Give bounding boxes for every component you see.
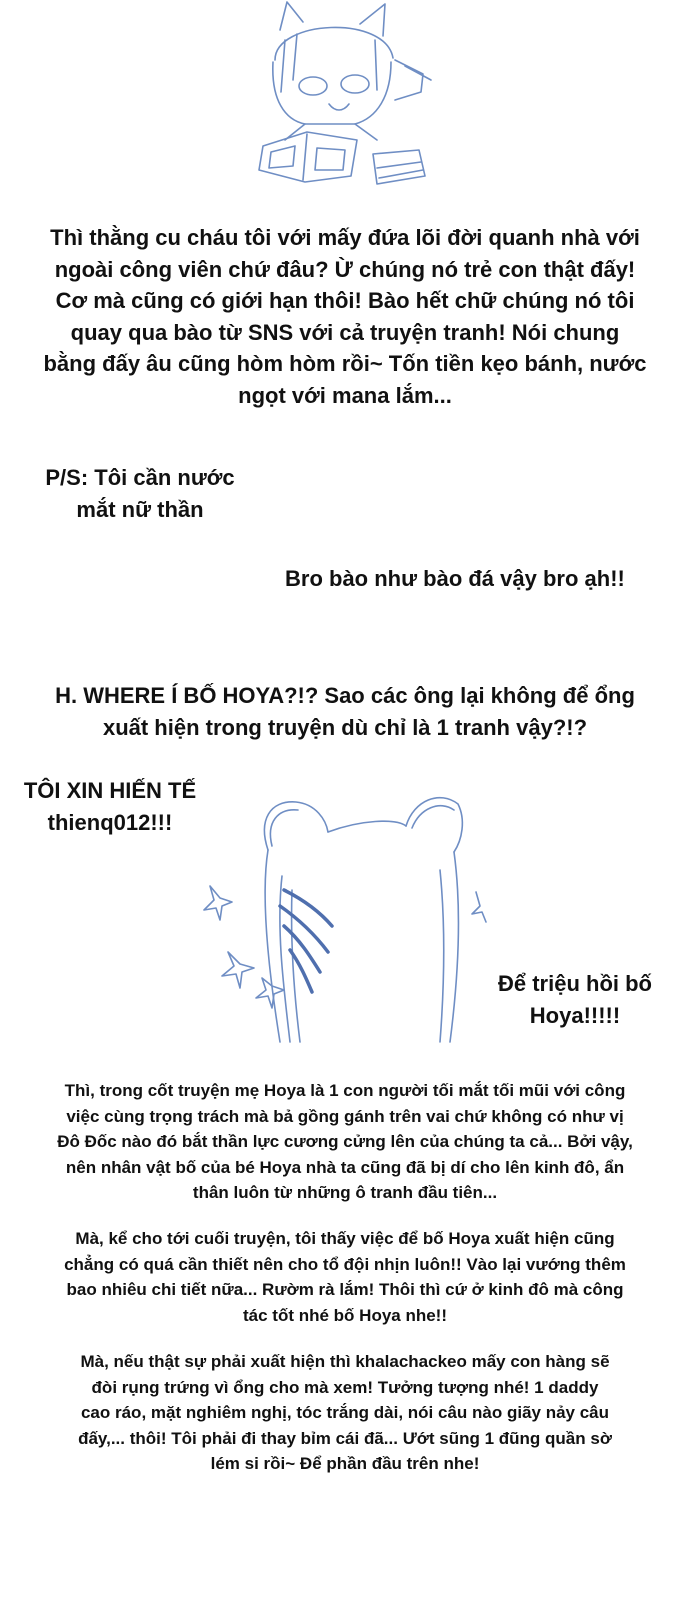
answer-paragraph-3	[0, 1349, 690, 1477]
bro-comment: Bro bào như bào đá vậy bro ạh!!	[285, 566, 625, 591]
hooded-cat-ghost-sketch-icon	[200, 780, 500, 1060]
text-line: việc cùng trọng trách mà bả gồng gánh trên vai chứ không có như vị	[66, 1106, 624, 1126]
text-line: Thì thằng cu cháu tôi với mấy đứa lõi đời quanh nhà với	[50, 225, 640, 250]
text-line: P/S: Tôi cần nước	[45, 465, 235, 490]
text-line: quay qua bào từ SNS với cả truyện tranh! Nói chung	[70, 319, 620, 345]
text-line: Mà, nếu thật sự phải xuất hiện thì khalachackeo mấy con hàng sẽ	[80, 1352, 610, 1371]
answer-paragraph-2	[0, 1226, 690, 1328]
text-line: Thì, trong cốt truyện mẹ Hoya là 1 con người tối mắt tối mũi với công	[64, 1081, 626, 1100]
text-line: TÔI XIN HIẾN TẾ	[23, 778, 197, 803]
text-line: ngọt với mana lắm...	[238, 382, 452, 408]
text-line: bằng đấy âu cũng hòm hòm rồi~ Tốn tiền kẹo bánh, nước	[43, 351, 647, 376]
question-heading	[10, 680, 680, 743]
summon-note	[480, 968, 670, 1032]
sacrifice-note	[15, 775, 205, 839]
text-line: chẳng có quá cần thiết nên cho tổ đội nhịn luôn!! Vào lại vướng thêm	[64, 1254, 626, 1274]
text-line: Hoya!!!!!	[529, 1003, 621, 1028]
text-line: ngoài công viên chứ đâu? Ừ chúng nó trẻ con thật đấy!	[54, 256, 636, 282]
text-line: Mà, kể cho tới cuối truyện, tôi thấy việc để bố Hoya xuất hiện cũng	[75, 1229, 615, 1248]
text-line: mắt nữ thần	[76, 497, 204, 522]
text-line: đấy,... thôi! Tôi phải đi thay bỉm cái đã... Ướt sũng 1 đũng quần sờ	[78, 1428, 612, 1448]
text-line: Cơ mà cũng có giới hạn thôi! Bào hết chữ chúng nó tôi	[55, 288, 635, 313]
text-line: H. WHERE Í BỐ HOYA?!? Sao các ông lại không để ổng	[55, 683, 635, 708]
ps-note	[30, 462, 250, 526]
text-line: lém si rồi~ Để phần đầu trên nhe!	[210, 1454, 480, 1473]
text-line: thienq012!!!	[47, 810, 173, 835]
text-line: xuất hiện trong truyện dù chỉ là 1 tranh vậy?!?	[102, 714, 588, 740]
text-line: Để triệu hồi bố	[498, 971, 652, 996]
cat-girl-reading-sketch-icon	[245, 0, 445, 195]
text-line: Đô Đốc nào đó bắt thần lực cương cửng lên của chúng ta cả... Bởi vậy,	[57, 1132, 633, 1151]
text-line: thân luôn từ những ô tranh đầu tiên...	[192, 1183, 498, 1202]
text-line: nên nhân vật bố của bé Hoya nhà ta cũng đã bị dí cho lên kinh đô, ẩn	[65, 1157, 625, 1177]
text-line: bao nhiêu chi tiết nữa... Rườm rà lắm! Thôi thì cứ ở kinh đô mà công	[66, 1280, 624, 1299]
text-line: cao ráo, mặt nghiêm nghị, tóc trắng dài, nói câu nào giãy nảy câu	[80, 1403, 610, 1422]
intro-paragraph	[0, 222, 690, 411]
text-line: tác tốt nhé bố Hoya nhe!!	[243, 1305, 447, 1325]
answer-paragraph-1	[0, 1078, 690, 1206]
text-line: đòi rụng trứng vì ổng cho mà xem! Tưởng tượng nhé! 1 daddy	[91, 1377, 599, 1397]
